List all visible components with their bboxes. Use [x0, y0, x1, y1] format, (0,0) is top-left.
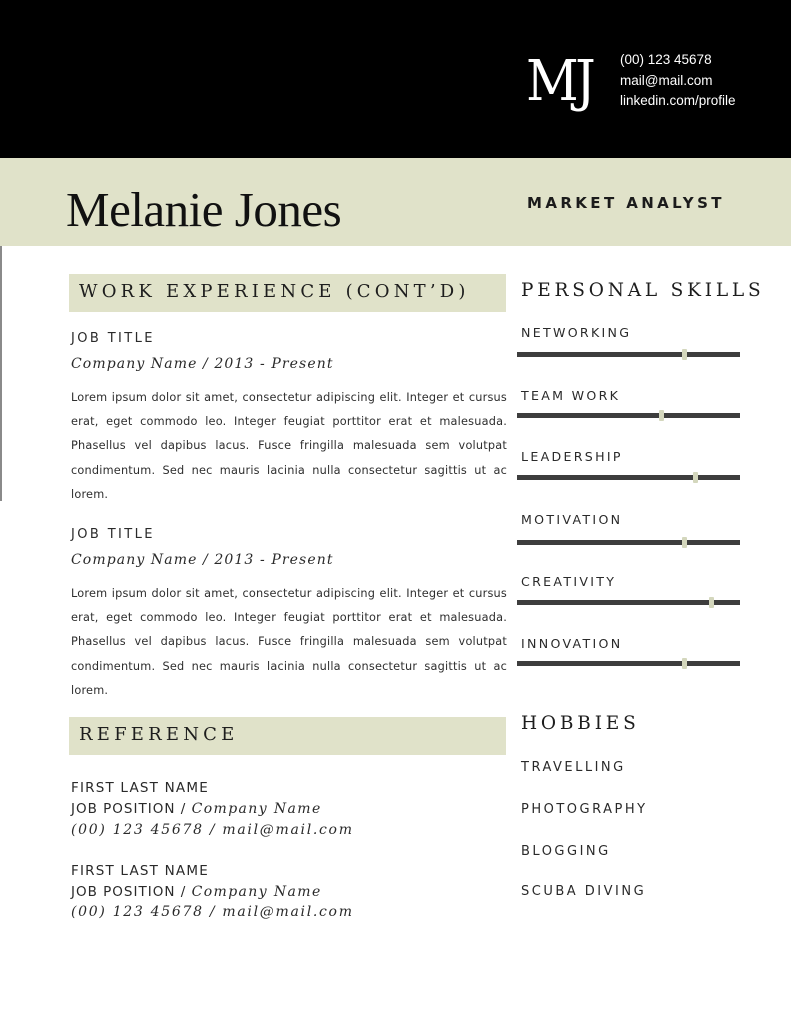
reference-1-company: Company Name: [191, 801, 322, 817]
reference-1-contact: (00) 123 45678 / mail@mail.com: [71, 822, 354, 838]
contact-linkedin[interactable]: linkedin.com/profile: [620, 93, 736, 108]
hobby-item: PHOTOGRAPHY: [521, 802, 648, 817]
work-experience-heading: WORK EXPERIENCE (CONT’D): [79, 281, 470, 302]
reference-1-name: FIRST LAST NAME: [71, 780, 209, 796]
reference-1-job-position: JOB POSITION /: [71, 801, 187, 817]
reference-2-job-position: JOB POSITION /: [71, 884, 187, 900]
page-edge-divider: [0, 246, 2, 501]
skill-label: CREATIVITY: [521, 574, 617, 589]
skill-slider-marker: [682, 537, 687, 548]
skill-label: NETWORKING: [521, 325, 632, 340]
reference-heading-bar: [69, 717, 506, 755]
work-experience-heading-bar: [69, 274, 506, 312]
personal-skills-heading: PERSONAL SKILLS: [521, 280, 765, 301]
skill-slider-marker: [709, 597, 714, 608]
hobby-item: TRAVELLING: [521, 760, 626, 775]
job-2-description: Lorem ipsum dolor sit amet, consectetur adipiscing elit. Integer et cursus erat, eget commodo leo. Integer feugiat porttitor erat et malesuada. Phasellus vel dapibus lacus. Fusce fringilla malesuada sem volutpat condimentum. Sed nec mauris lacinia nulla consectetur sagittis ut ac lorem.: [71, 587, 507, 697]
job-1-company: Company Name / 2013 - Present: [71, 356, 334, 372]
skill-label: INNOVATION: [521, 636, 623, 651]
skill-slider-marker: [693, 472, 698, 483]
job-1-title: JOB TITLE: [71, 331, 155, 346]
hobby-item: BLOGGING: [521, 844, 611, 859]
skill-slider-marker: [682, 658, 687, 669]
job-1-description: Lorem ipsum dolor sit amet, consectetur adipiscing elit. Integer et cursus erat, eget commodo leo. Integer feugiat porttitor erat et malesuada. Phasellus vel dapibus lacus. Fusce fringilla malesuada sem volutpat condimentum. Sed nec mauris lacinia nulla consectetur sagittis ut ac lorem.: [71, 391, 507, 501]
skill-slider: [517, 352, 740, 357]
contact-phone: (00) 123 45678: [620, 52, 712, 67]
skill-slider-marker: [682, 349, 687, 360]
skill-slider: [517, 413, 740, 418]
reference-2-company: Company Name: [191, 884, 322, 900]
skill-label: MOTIVATION: [521, 512, 623, 527]
monogram-logo: MJ: [526, 49, 593, 114]
skill-label: LEADERSHIP: [521, 449, 623, 464]
skill-label: TEAM WORK: [521, 388, 621, 403]
reference-1-position: [71, 801, 322, 817]
skill-slider: [517, 475, 740, 480]
skill-slider: [517, 600, 740, 605]
hobby-item: SCUBA DIVING: [521, 884, 647, 899]
contact-info: [620, 50, 736, 112]
candidate-name: Melanie Jones: [66, 182, 342, 237]
skill-slider: [517, 661, 740, 666]
skill-slider: [517, 540, 740, 545]
reference-2-position: [71, 884, 322, 900]
skill-slider-marker: [659, 410, 664, 421]
reference-heading: REFERENCE: [79, 724, 239, 745]
header-banner: [0, 0, 791, 158]
candidate-role: MARKET ANALYST: [527, 194, 725, 212]
reference-2-name: FIRST LAST NAME: [71, 863, 209, 879]
job-2-title: JOB TITLE: [71, 527, 155, 542]
contact-email[interactable]: mail@mail.com: [620, 72, 713, 88]
job-2-company: Company Name / 2013 - Present: [71, 552, 334, 568]
hobbies-heading: HOBBIES: [521, 713, 640, 734]
reference-2-contact: (00) 123 45678 / mail@mail.com: [71, 904, 354, 920]
